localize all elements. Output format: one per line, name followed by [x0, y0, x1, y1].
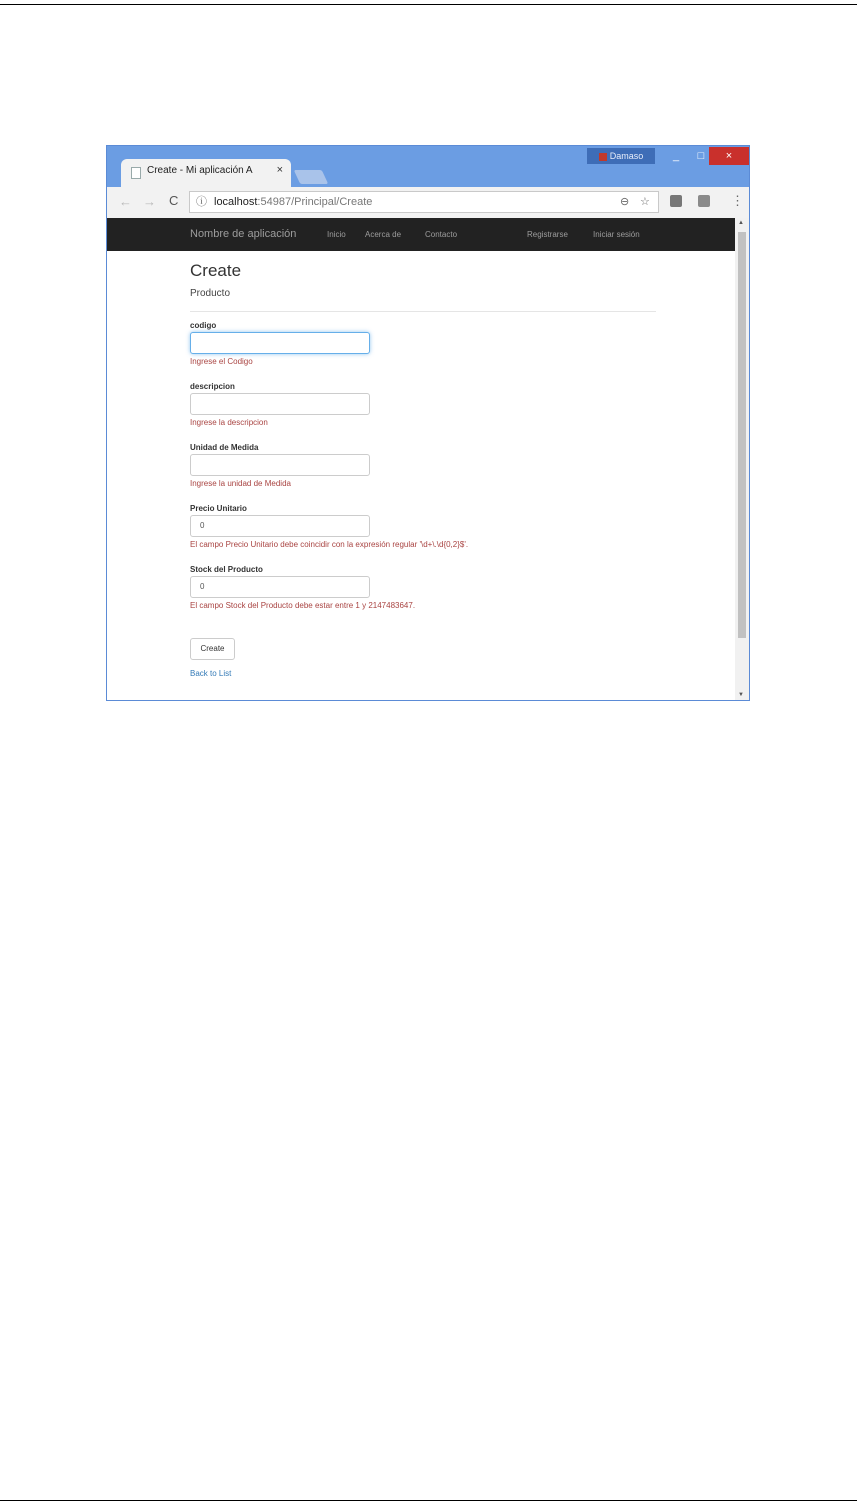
page-subtitle: Producto	[190, 288, 231, 299]
field-label-codigo: codigo	[190, 321, 217, 330]
stock-error: El campo Stock del Producto debe estar entre 1 y 2147483647.	[190, 601, 416, 610]
field-label-unidad: Unidad de Medida	[190, 443, 259, 452]
title-bar	[107, 146, 749, 188]
nav-link-iniciar-sesion[interactable]: Iniciar sesión	[593, 230, 640, 239]
back-arrow-icon[interactable]: ←	[119, 194, 132, 209]
nav-link-acerca[interactable]: Acerca de	[365, 230, 402, 239]
unidad-input[interactable]	[190, 454, 370, 476]
scrollbar-thumb[interactable]	[738, 232, 746, 638]
codigo-input[interactable]	[190, 332, 370, 354]
unidad-error: Ingrese la unidad de Medida	[190, 479, 291, 488]
minimize-button[interactable]: _	[672, 150, 680, 162]
close-window-button[interactable]: ×	[709, 147, 749, 165]
zoom-icon[interactable]: ⊖	[620, 196, 630, 208]
field-label-descripcion: descripcion	[190, 382, 235, 391]
url-host: localhost	[214, 196, 258, 208]
nav-link-registrarse[interactable]: Registrarse	[527, 230, 568, 239]
page-bottom-rule	[0, 1500, 857, 1501]
maximize-button[interactable]: □	[697, 150, 705, 162]
divider	[190, 311, 656, 312]
precio-error: El campo Precio Unitario debe coincidir con la expresión regular '\d+\.\d{0,2}$'.	[190, 540, 469, 549]
reload-icon[interactable]: C	[169, 193, 179, 208]
precio-input[interactable]: 0	[190, 515, 370, 537]
field-label-stock: Stock del Producto	[190, 565, 263, 574]
profile-icon	[599, 153, 607, 161]
stock-input[interactable]: 0	[190, 576, 370, 598]
create-button[interactable]: Create	[190, 638, 235, 660]
browser-menu-icon[interactable]: ⋮	[731, 193, 744, 208]
page-icon	[131, 167, 141, 179]
browser-toolbar	[107, 187, 749, 218]
page-title: Create	[190, 261, 242, 280]
page-viewport	[107, 218, 735, 700]
codigo-error: Ingrese el Codigo	[190, 357, 253, 366]
vertical-scrollbar[interactable]	[735, 218, 749, 700]
tab-close-icon[interactable]: ×	[276, 164, 283, 176]
tab-title: Create - Mi aplicación A	[147, 165, 253, 176]
back-to-list-link[interactable]: Back to List	[190, 669, 232, 678]
browser-tab[interactable]	[121, 159, 291, 187]
address-bar[interactable]	[189, 191, 659, 213]
info-icon[interactable]: ⓘ	[196, 196, 207, 208]
browser-window	[106, 145, 750, 701]
descripcion-input[interactable]	[190, 393, 370, 415]
field-label-precio: Precio Unitario	[190, 504, 247, 513]
bookmark-star-icon[interactable]: ☆	[640, 196, 650, 208]
descripcion-error: Ingrese la descripcion	[190, 418, 268, 427]
nav-link-contacto[interactable]: Contacto	[425, 230, 458, 239]
profile-name: Damaso	[609, 151, 644, 161]
scroll-down-arrow-icon[interactable]: ▼	[738, 692, 744, 698]
profile-badge[interactable]	[587, 148, 655, 164]
extension-icon[interactable]	[670, 195, 682, 207]
app-brand-link[interactable]: Nombre de aplicación	[190, 228, 297, 240]
app-navbar	[107, 218, 735, 251]
scroll-up-arrow-icon[interactable]: ▲	[738, 220, 744, 226]
forward-arrow-icon[interactable]: →	[143, 194, 156, 209]
new-tab-button[interactable]	[294, 170, 329, 184]
pocket-extension-icon[interactable]	[698, 195, 710, 207]
nav-link-inicio[interactable]: Inicio	[327, 230, 346, 239]
page-top-rule	[0, 4, 857, 5]
url-path: :54987/Principal/Create	[257, 196, 373, 208]
